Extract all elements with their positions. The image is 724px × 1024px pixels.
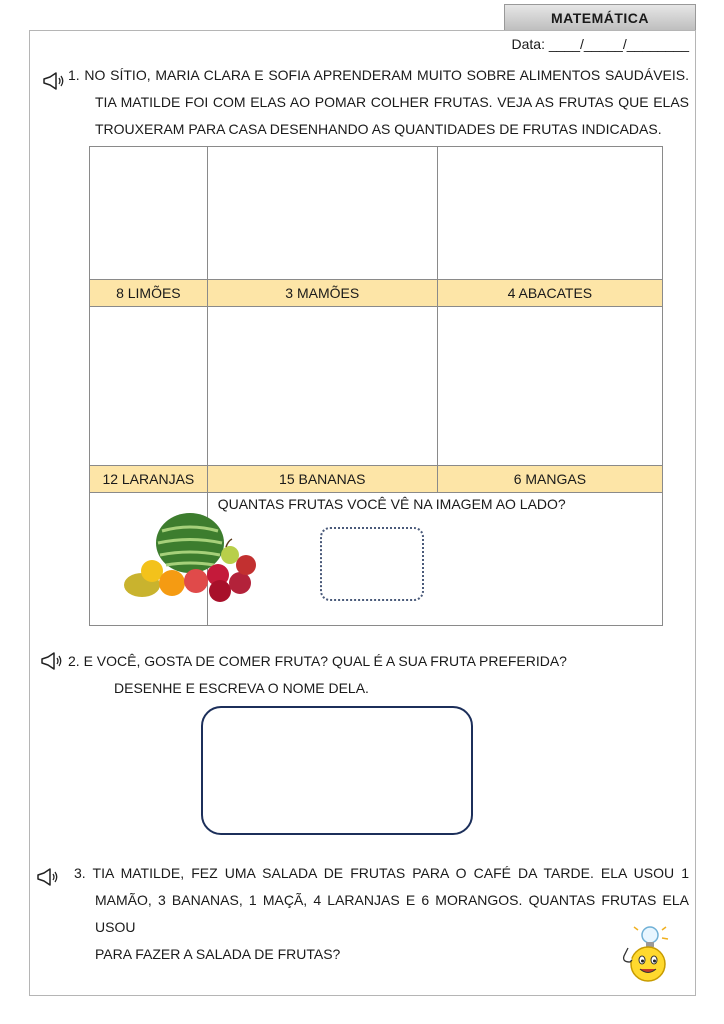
date-field[interactable]: Data: ____/_____/________	[511, 36, 689, 52]
fruit-label: 12 LARANJAS	[90, 466, 208, 493]
drawing-area-avocados[interactable]	[437, 147, 662, 280]
fruit-label: 8 LIMÕES	[90, 279, 208, 306]
drawing-area-papayas[interactable]	[207, 147, 437, 280]
fruit-label: 3 MAMÕES	[207, 279, 437, 306]
question-1-text: NO SÍTIO, MARIA CLARA E SOFIA APRENDERAM MUITO SOBRE ALIMENTOS SAUDÁVEIS.	[84, 67, 689, 83]
question-3-text: PARA FAZER A SALADA DE FRUTAS?	[95, 946, 341, 962]
smiley-lightbulb-icon	[616, 924, 676, 986]
drawing-area-lemons[interactable]	[90, 147, 208, 280]
question-2-instruction: DESENHE E ESCREVA O NOME DELA.	[114, 680, 369, 696]
subject-title: MATEMÁTICA	[504, 4, 696, 31]
drawing-area-oranges[interactable]	[90, 306, 208, 466]
question-1-number: 1.	[68, 67, 80, 83]
favorite-fruit-drawing-box[interactable]	[201, 706, 473, 835]
question-2-number: 2.	[68, 653, 80, 669]
count-question-text: QUANTAS FRUTAS VOCÊ VÊ NA IMAGEM AO LADO?	[217, 496, 566, 513]
fruit-drawing-table	[89, 146, 663, 626]
fruit-image-cell	[90, 493, 208, 626]
fruit-label: 15 BANANAS	[207, 466, 437, 493]
count-question-cell	[207, 493, 662, 626]
fruit-label: 6 MANGAS	[437, 466, 662, 493]
question-3-number: 3.	[74, 865, 86, 881]
question-2-text: E VOCÊ, GOSTA DE COMER FRUTA? QUAL É A SUA FRUTA PREFERIDA?	[83, 653, 567, 669]
question-3-text: TIA MATILDE, FEZ UMA SALADA DE FRUTAS PARA O CAFÉ DA TARDE. ELA USOU 1	[92, 865, 689, 881]
question-1-text: TIA MATILDE FOI COM ELAS AO POMAR COLHER FRUTAS. VEJA AS FRUTAS QUE ELAS	[95, 94, 689, 110]
fruit-label: 4 ABACATES	[437, 279, 662, 306]
drawing-area-mangoes[interactable]	[437, 306, 662, 466]
question-1-text: TROUXERAM PARA CASA DESENHANDO AS QUANTIDADES DE FRUTAS INDICADAS.	[95, 121, 662, 137]
speaker-icon	[36, 868, 60, 886]
drawing-area-bananas[interactable]	[207, 306, 437, 466]
speaker-icon	[40, 652, 64, 670]
count-answer-box[interactable]	[320, 527, 424, 601]
speaker-icon	[42, 72, 66, 90]
question-3-text: MAMÃO, 3 BANANAS, 1 MAÇÃ, 4 LARANJAS E 6 MORANGOS. QUANTAS FRUTAS ELA USOU	[95, 892, 689, 935]
